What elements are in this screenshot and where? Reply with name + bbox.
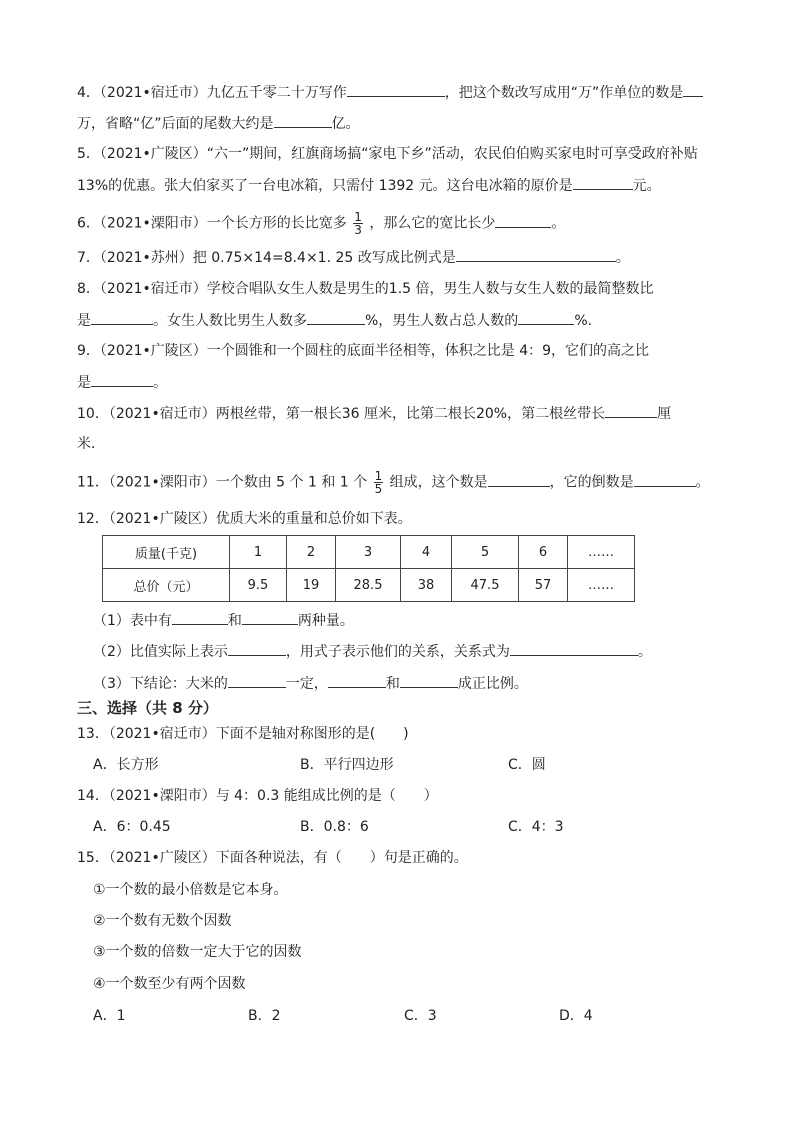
q10-text-2: 米． xyxy=(77,436,105,452)
q12-text: 12．（2021•广陵区）优质大米的重量和总价如下表。 xyxy=(77,511,412,527)
question-4-line-2 xyxy=(77,113,360,134)
question-5-line-1 xyxy=(77,144,698,164)
answer-blank[interactable] xyxy=(328,673,386,688)
answer-blank[interactable] xyxy=(228,673,286,688)
q12-sub2-b: ，用式子表示他们的关系，关系式为 xyxy=(285,644,510,660)
table-row-label: 总价（元） xyxy=(103,569,230,602)
statement-1: ①一个数的最小倍数是它本身。 xyxy=(93,882,288,898)
q4-text-2: 万，省略“亿”后面的尾数大约是 xyxy=(77,116,274,132)
q12-sub3-a: （3）下结论：大米的 xyxy=(93,676,228,692)
table-cell: 5 xyxy=(452,536,519,569)
table-cell: 47.5 xyxy=(452,569,519,602)
answer-blank[interactable] xyxy=(634,472,696,487)
table-cell: 9.5 xyxy=(230,569,287,602)
option-d[interactable]: D．4 xyxy=(559,1008,593,1024)
section-heading: 三、选择（共 8 分） xyxy=(77,699,218,717)
table-row xyxy=(103,569,635,602)
q7-text: 7．（2021•苏州）把 0.75×14=8.4×1. 25 改写成比例式是 xyxy=(77,250,456,266)
table-cell: 6 xyxy=(519,536,568,569)
answer-blank[interactable] xyxy=(172,610,228,625)
q12-sub2-a: （2）比值实际上表示 xyxy=(93,644,228,660)
price-table xyxy=(102,535,635,602)
answer-blank[interactable] xyxy=(228,641,286,656)
q12-sub3-b: 一定， xyxy=(285,676,328,692)
answer-blank[interactable] xyxy=(573,175,633,190)
option-b[interactable]: B．平行四边形 xyxy=(300,757,394,773)
answer-blank[interactable] xyxy=(91,310,153,325)
question-12-sub-3 xyxy=(93,673,528,694)
question-9-line-1 xyxy=(77,341,649,361)
answer-blank[interactable] xyxy=(307,310,365,325)
question-12-sub-1 xyxy=(93,610,354,631)
q13-text: 13．（2021•宿迁市）下面不是轴对称图形的是( ) xyxy=(77,726,409,742)
q8-text-c: %，男生人数占总人数的 xyxy=(365,313,519,329)
question-14 xyxy=(77,786,438,806)
question-4-line-1 xyxy=(77,82,703,103)
question-12-title xyxy=(77,509,412,529)
statement-4: ④一个数至少有两个因数 xyxy=(93,976,246,992)
table-cell: 38 xyxy=(401,569,452,602)
q10-text: 10．（2021•宿迁市）两根丝带，第一根长36 厘米，比第二根长20%，第二根丝带长 xyxy=(77,406,606,422)
fraction-one-fifth: $\frac{1}{5}$ xyxy=(374,469,383,496)
option-a[interactable]: A．1 xyxy=(93,1008,126,1024)
option-c[interactable]: C．4：3 xyxy=(508,819,564,835)
question-8-line-1 xyxy=(77,279,654,299)
question-5-line-2 xyxy=(77,175,661,196)
q15-text: 15．（2021•广陵区）下面各种说法，有（ ）句是正确的。 xyxy=(77,850,468,866)
answer-blank[interactable] xyxy=(400,673,458,688)
answer-blank[interactable] xyxy=(274,113,332,128)
table-cell: 57 xyxy=(519,569,568,602)
question-11 xyxy=(77,470,710,495)
answer-blank[interactable] xyxy=(456,247,616,262)
q6-text-end: 。 xyxy=(551,215,566,232)
table-cell: 1 xyxy=(230,536,287,569)
answer-blank[interactable] xyxy=(242,610,298,625)
question-9-line-2 xyxy=(77,372,167,393)
question-10-line-1 xyxy=(77,403,671,424)
q11-text-mid: 组成，这个数是 xyxy=(389,474,488,491)
q8-text: 8．（2021•宿迁市）学校合唱队女生人数是男生的1.5 倍，男生人数与女生人数的最简整数比 xyxy=(77,281,654,297)
answer-blank[interactable] xyxy=(605,403,657,418)
table-cell: 2 xyxy=(287,536,336,569)
answer-blank[interactable] xyxy=(91,372,153,387)
option-c[interactable]: C．圆 xyxy=(508,757,546,773)
q6-text-mid: ，那么它的宽比长少 xyxy=(369,215,496,232)
q4-text: 4．（2021•宿迁市）九亿五千零二十万写作 xyxy=(77,85,347,101)
q12-sub3-d: 成正比例。 xyxy=(457,676,528,692)
option-b[interactable]: B．0.8：6 xyxy=(300,819,369,835)
statement-3: ③一个数的倍数一定大于它的因数 xyxy=(93,944,302,960)
q12-sub3-c: 和 xyxy=(385,676,400,692)
q9-text-a: 是 xyxy=(77,375,91,391)
q8-text-d: %. xyxy=(574,313,593,329)
question-15 xyxy=(77,848,468,868)
q8-text-a: 是 xyxy=(77,313,91,329)
question-8-line-2 xyxy=(77,310,592,331)
question-6 xyxy=(77,211,565,236)
q5-text-3: 元。 xyxy=(632,178,661,194)
answer-blank[interactable] xyxy=(488,472,550,487)
table-row-label: 质量(千克) xyxy=(103,536,230,569)
option-a[interactable]: A．6：0.45 xyxy=(93,819,171,835)
q12-sub1-a: （1）表中有 xyxy=(93,613,172,629)
q7-text-end: 。 xyxy=(615,250,630,266)
q9-text-b: 。 xyxy=(153,375,167,391)
answer-blank[interactable] xyxy=(347,82,445,97)
table-cell: 4 xyxy=(401,536,452,569)
question-10-line-2 xyxy=(77,434,105,454)
q5-text-2: 13%的优惠。张大伯家买了一台电冰箱，只需付 1392 元。这台电冰箱的原价是 xyxy=(77,178,573,194)
table-cell: …… xyxy=(568,536,635,569)
q11-text-mid2: ，它的倒数是 xyxy=(549,474,634,491)
q12-sub1-c: 两种量。 xyxy=(297,613,354,629)
question-12-sub-2 xyxy=(93,641,652,662)
table-row xyxy=(103,536,635,569)
answer-blank[interactable] xyxy=(495,213,551,228)
question-7 xyxy=(77,247,630,268)
q14-text: 14．（2021•溧阳市）与 4：0.3 能组成比例的是（ ） xyxy=(77,788,438,804)
q12-sub1-b: 和 xyxy=(227,613,242,629)
statement-2: ②一个数有无数个因数 xyxy=(93,913,232,929)
table-cell: …… xyxy=(568,569,635,602)
answer-blank[interactable] xyxy=(510,641,638,656)
q9-text: 9．（2021•广陵区）一个圆锥和一个圆柱的底面半径相等，体积之比是 4：9，它们的高之比 xyxy=(77,343,650,359)
question-13 xyxy=(77,724,409,744)
option-b[interactable]: B．2 xyxy=(248,1008,281,1024)
q4-text-mid: ，把这个数改写成用“万”作单位的数是 xyxy=(444,85,684,101)
q8-text-b: 。女生人数比男生人数多 xyxy=(153,313,307,329)
q11-text-end: 。 xyxy=(695,474,710,491)
answer-blank[interactable] xyxy=(518,310,574,325)
q12-sub2-c: 。 xyxy=(637,644,652,660)
q11-text: 11．（2021•溧阳市）一个数由 5 个 1 和 1 个 xyxy=(77,474,368,491)
option-a[interactable]: A．长方形 xyxy=(93,757,159,773)
table-cell: 28.5 xyxy=(336,569,401,602)
fraction-one-third: $\frac{1}{3}$ xyxy=(354,210,362,237)
q5-text: 5．（2021•广陵区）“六一”期间，红旗商场搞“家电下乡”活动，农民伯伯购买家电时可享受政府补贴 xyxy=(77,146,698,162)
answer-blank[interactable] xyxy=(683,82,703,97)
table-cell: 19 xyxy=(287,569,336,602)
table-cell: 3 xyxy=(336,536,401,569)
q10-text-end: 厘 xyxy=(657,406,672,422)
q4-text-3: 亿。 xyxy=(331,116,360,132)
option-c[interactable]: C．3 xyxy=(404,1008,437,1024)
q6-text: 6．（2021•溧阳市）一个长方形的长比宽多 xyxy=(77,215,347,232)
